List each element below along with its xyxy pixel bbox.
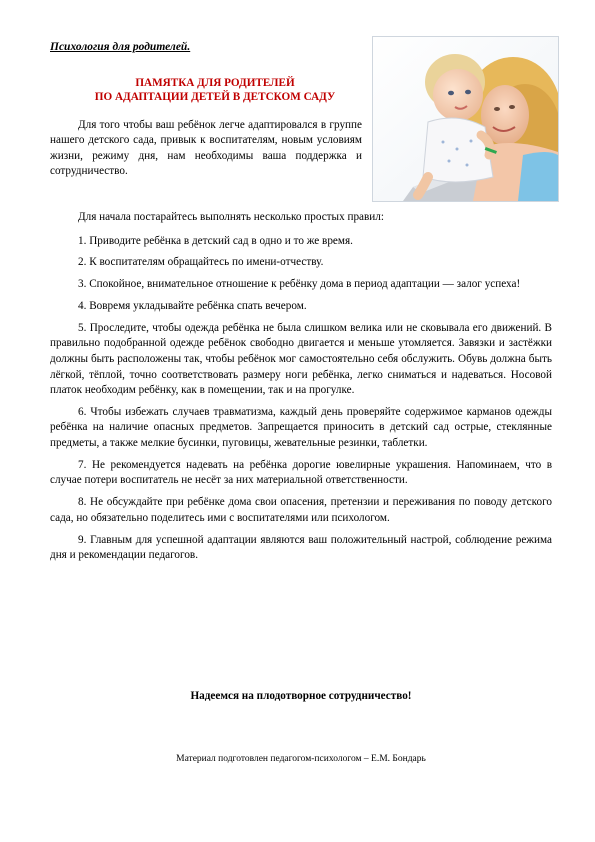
- rules-section: [50, 205, 552, 570]
- title-line-1: ПАМЯТКА ДЛЯ РОДИТЕЛЕЙ: [135, 77, 295, 89]
- author-credit: Материал подготовлен педагогом-психологом – Е.М. Бондарь: [176, 754, 426, 764]
- rule-item-9: 9. Главным для успешной адаптации являются ваш положительный настрой, соблюдение режима дня и рекомендации педагогов.: [50, 533, 552, 562]
- header-block: [50, 40, 370, 180]
- rule-item-8: 8. Не обсуждайте при ребёнке дома свои опасения, претензии и переживания по поводу детского сада, но обязательно поделитесь ими с воспитателями или психологом.: [50, 496, 552, 524]
- intro-paragraph: Для того чтобы ваш ребёнок легче адаптировался в группе нашего детского сада, привык к воспитателям, новым условиям жизни, режиму дня, нам необходимы ваша поддержка и сотрудничество.: [50, 119, 362, 178]
- document-title: [50, 76, 370, 104]
- section-kicker: Психология для родителей.: [50, 41, 191, 53]
- mother-child-photo: [372, 36, 559, 202]
- closing-line: Надеемся на плодотворное сотрудничество!: [190, 690, 412, 702]
- rule-item-7: 7. Не рекомендуется надевать на ребёнка дорогие ювелирные украшения. Напоминаем, что в случае потери воспитатель не несёт за них материальной ответственности.: [50, 458, 552, 487]
- title-line-2: ПО АДАПТАЦИИ ДЕТЕЙ В ДЕТСКОМ САДУ: [94, 91, 336, 103]
- rule-item-5: 5. Проследите, чтобы одежда ребёнка не была слишком велика или не сковывала его движений. В правильно подобранной одежде ребёнок свободно двигается и меньше утомляется. Завязки и застёжки должны быть расположены так, чтобы ребёнок мог самостоятельно себя обслужить. Обувь должна быть лёгкой, тёплой, точно соответствовать размеру ноги ребёнка, легко сниматься и надеваться. Носовой платок необходим ребёнку, как в помещении, так и на прогулке.: [50, 321, 552, 397]
- rule-item-4: 4. Вовремя укладывайте ребёнка спать вечером.: [78, 299, 307, 312]
- photo-illustration: [373, 37, 558, 201]
- rule-item-3: 3. Спокойное, внимательное отношение к ребёнку дома в период адаптации — залог успеха!: [78, 278, 521, 291]
- rule-item-6: 6. Чтобы избежать случаев травматизма, каждый день проверяйте содержимое карманов одежды ребёнка на наличие опасных предметов. Запрещается приносить в детский сад острые, стеклянные предметы, а также мелкие бусинки, пуговицы, жевательные резинки, таблетки.: [50, 405, 552, 450]
- rules-lead: Для начала постарайтесь выполнять несколько простых правил:: [78, 211, 384, 223]
- rule-item-2: 2. К воспитателям обращайтесь по имени-отчеству.: [78, 256, 324, 269]
- rule-item-1: 1. Приводите ребёнка в детский сад в одно и то же время.: [78, 234, 353, 247]
